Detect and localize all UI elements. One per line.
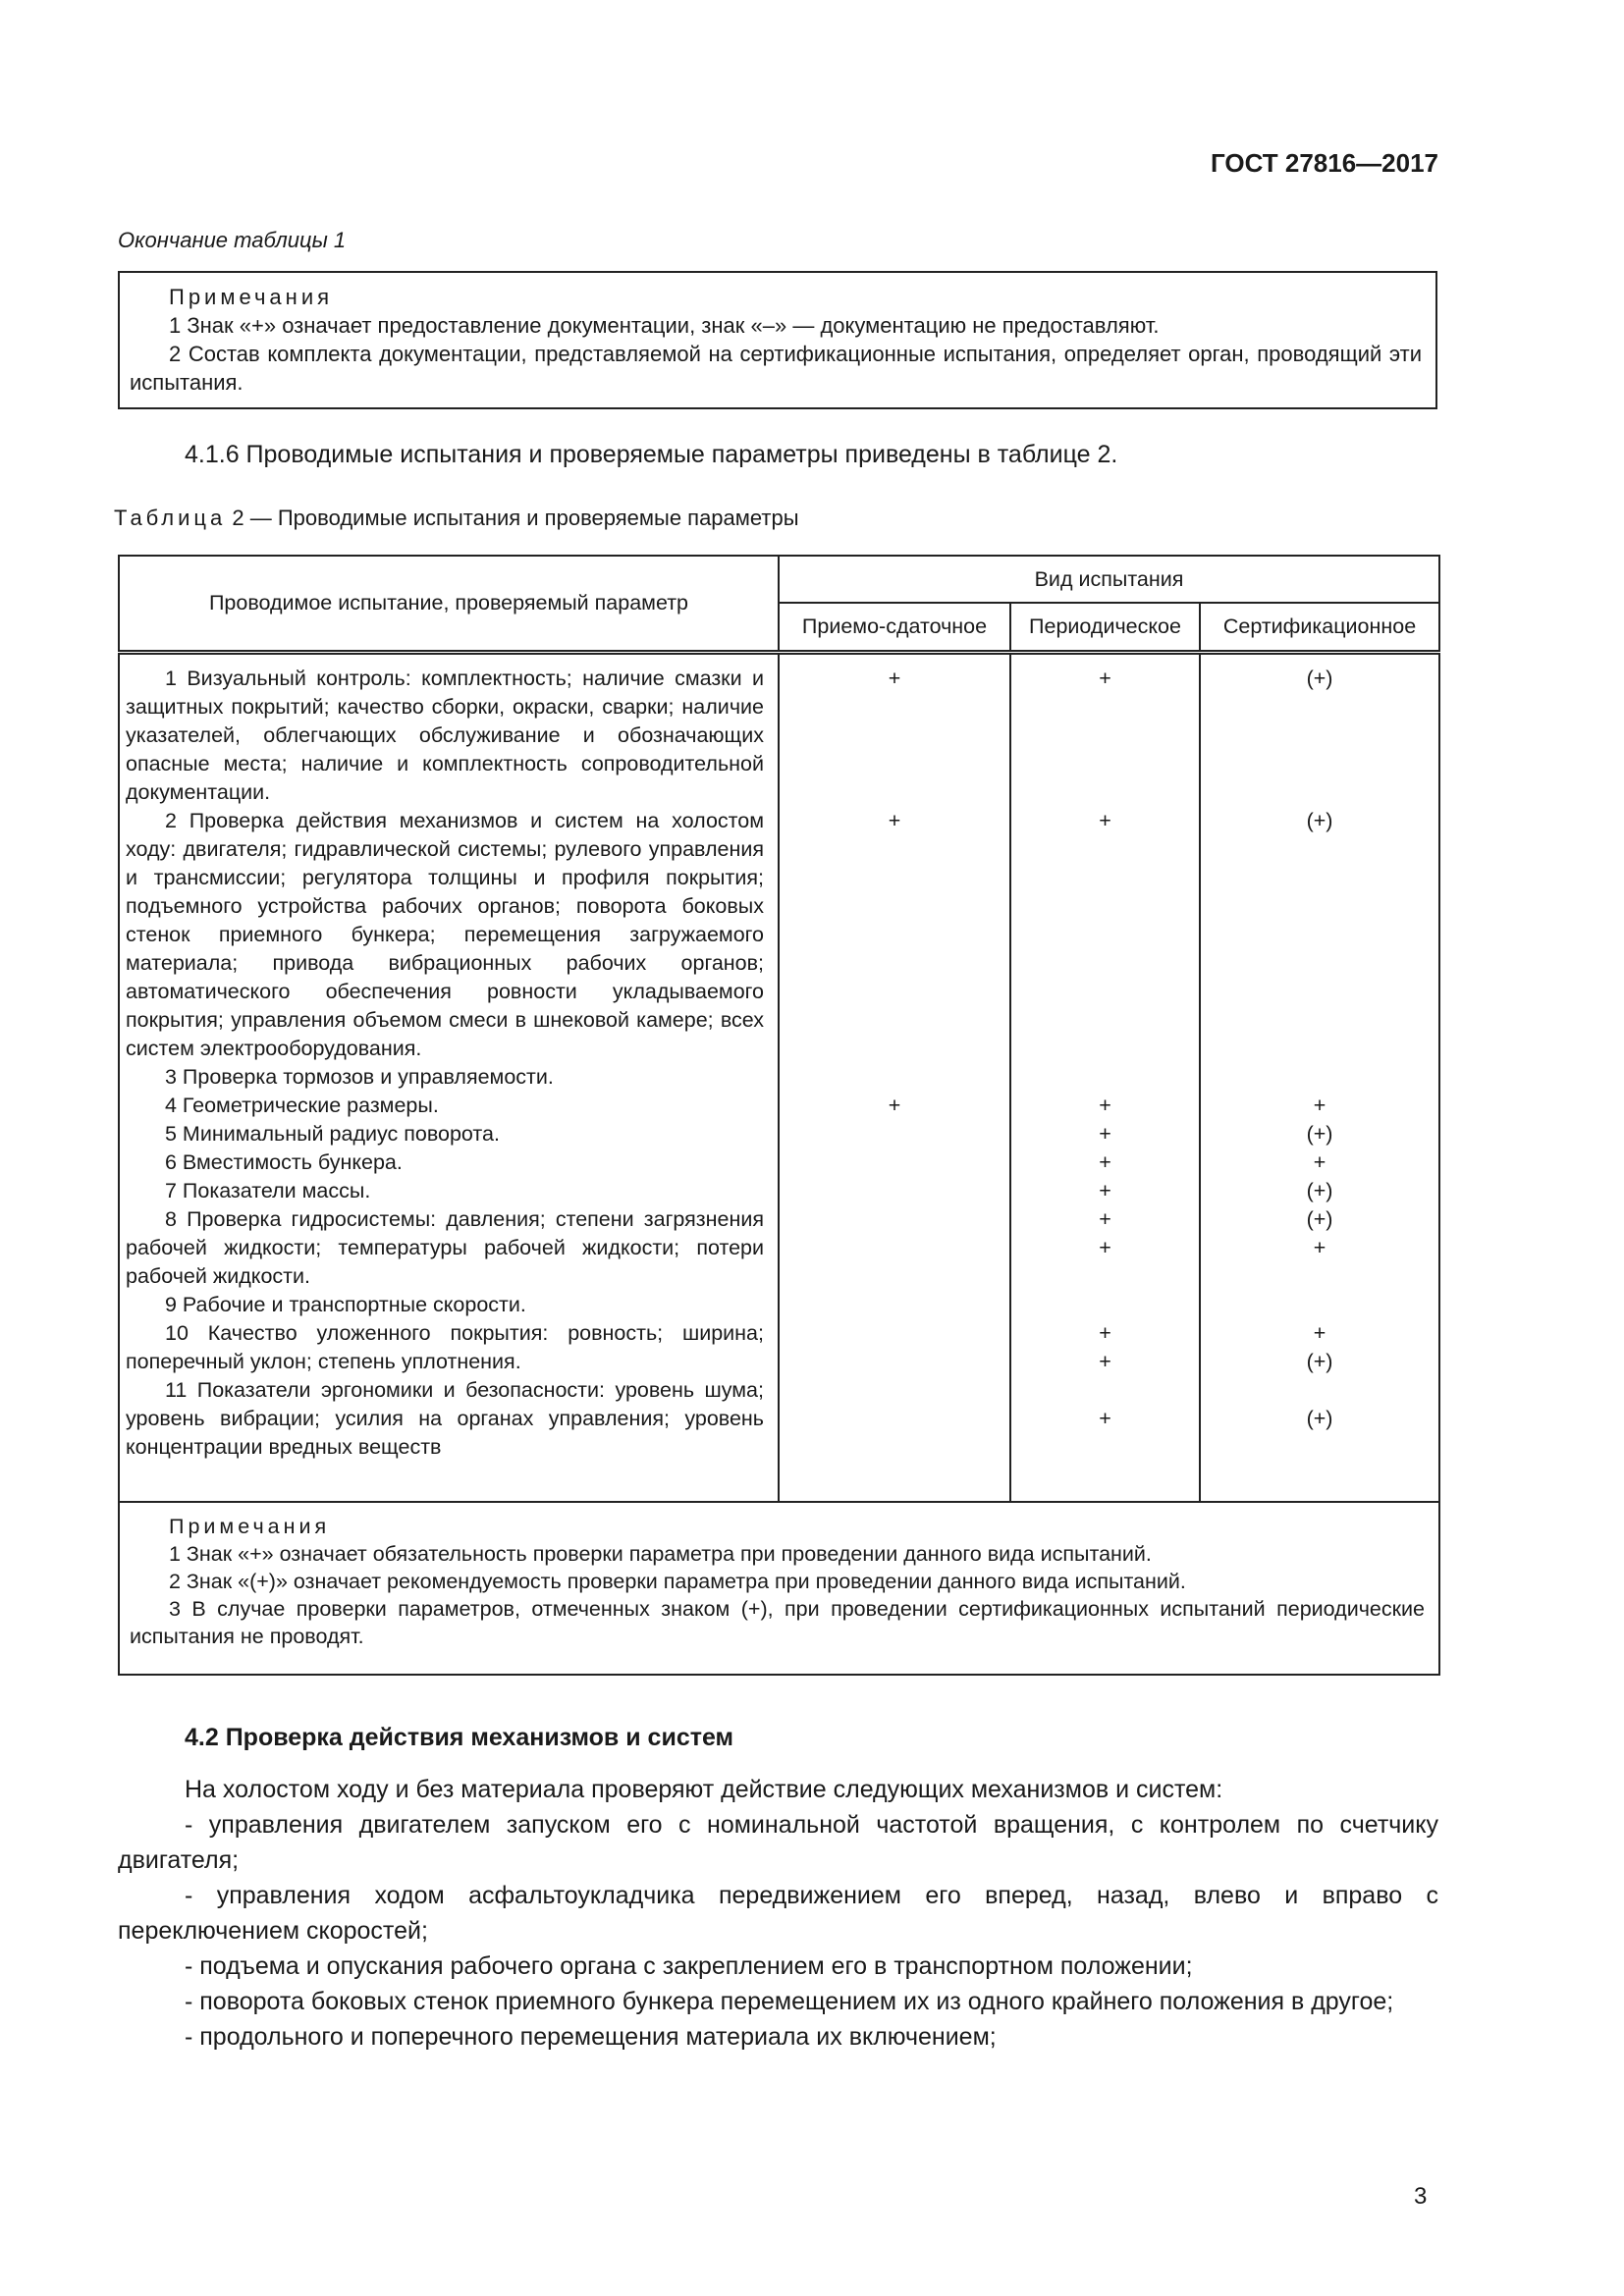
table2-note-3: 3 В случае проверки параметров, отмеченных знаком (+), при проведении сертификационных испытаний периодические испытания не проводят.: [130, 1597, 1426, 1648]
body-paragraph: На холостом ходу и без материала проверяют действие следующих механизмов и систем:: [185, 1776, 1223, 1803]
mark: [1011, 892, 1199, 921]
mark: [1011, 835, 1199, 864]
mark: (+): [1306, 808, 1333, 832]
mark: (+): [1306, 1206, 1333, 1231]
mark: [1011, 1376, 1199, 1405]
mark: [1011, 1006, 1199, 1035]
mark: +: [1313, 1149, 1326, 1174]
mark: [1011, 949, 1199, 978]
mark: [1201, 1376, 1438, 1405]
mark: [1011, 921, 1199, 949]
mark: +: [1099, 1093, 1111, 1117]
table2-note-2: 2 Знак «(+)» означает рекомендуемость проверки параметра при проведении данного вида испытаний.: [169, 1570, 1186, 1593]
mark: [780, 1035, 1009, 1063]
header-periodic: Периодическое: [1010, 603, 1200, 652]
section-4-2-body: [118, 1772, 1438, 2055]
mark: [1011, 1063, 1199, 1092]
mark: [780, 892, 1009, 921]
mark: [1201, 921, 1438, 949]
mark: +: [1313, 1320, 1326, 1345]
test-item: 5 Минимальный радиус поворота.: [165, 1121, 500, 1146]
header-acceptance: Приемо-сдаточное: [779, 603, 1010, 652]
mark: [780, 864, 1009, 892]
table2-notes: [119, 1502, 1439, 1675]
body-paragraph: - поворота боковых стенок приемного бункера перемещением их из одного крайнего положения в другое;: [185, 1988, 1394, 2015]
header-test-kind: Вид испытания: [779, 556, 1439, 603]
mark: [1011, 1291, 1199, 1319]
mark: [780, 921, 1009, 949]
mark: [1201, 721, 1438, 750]
mark: [1201, 949, 1438, 978]
mark: [1201, 978, 1438, 1006]
mark: [1011, 778, 1199, 807]
mark: [780, 693, 1009, 721]
mark: (+): [1306, 1349, 1333, 1373]
mark: (+): [1306, 1178, 1333, 1202]
mark: +: [888, 808, 901, 832]
body-paragraph: - управления двигателем запуском его с номинальной частотой вращения, с контролем по счетчику двигателя;: [118, 1811, 1438, 1874]
mark: +: [1099, 1320, 1111, 1345]
mark: [1201, 1291, 1438, 1319]
page-number: 3: [1414, 2183, 1428, 2210]
mark: +: [1099, 1206, 1111, 1231]
mark: +: [1099, 1149, 1111, 1174]
test-item: 7 Показатели массы.: [165, 1178, 371, 1202]
mark: [1011, 1262, 1199, 1291]
table2-caption-title: 2 — Проводимые испытания и проверяемые параметры: [232, 506, 799, 530]
mark: +: [1099, 1235, 1111, 1259]
mark: (+): [1306, 1406, 1333, 1430]
header-certification: Сертификационное: [1200, 603, 1439, 652]
mark: [1011, 750, 1199, 778]
test-item: 2 Проверка действия механизмов и систем на холостом ходу: двигателя; гидравлической системы; рулевого управления и трансмиссии; регулятора толщины и профиля покрытия; подъемного устройства рабочих органов; поворота боковых стенок приемного бункера; перемещения загружаемого материала; привода вибрационных рабочих органов; автоматического обеспечения ровности укладываемого покрытия; управления объемом смеси в шнековой камере; всех систем электрооборудования.: [126, 808, 764, 1060]
mark: [1201, 693, 1438, 721]
test-item: 4 Геометрические размеры.: [165, 1093, 439, 1117]
mark: [1201, 835, 1438, 864]
mark: [1011, 693, 1199, 721]
test-item: 10 Качество уложенного покрытия: ровность; ширина; поперечный уклон; степень уплотнения.: [126, 1320, 764, 1373]
table2-notes-title: Примечания: [169, 1515, 331, 1538]
table1-notes-title: Примечания: [169, 285, 334, 309]
table1-notes-box: [118, 271, 1437, 409]
test-item: 3 Проверка тормозов и управляемости.: [165, 1064, 554, 1089]
mark: [780, 1063, 1009, 1092]
mark: [1011, 978, 1199, 1006]
table1-note-1: 1 Знак «+» означает предоставление документации, знак «–» — документацию не предоставляют.: [169, 313, 1160, 338]
table2-caption: [114, 506, 799, 531]
mark: [780, 778, 1009, 807]
mark: [780, 949, 1009, 978]
table-2: [118, 555, 1440, 1676]
periodic-marks: [1010, 652, 1200, 1502]
test-item: 8 Проверка гидросистемы: давления; степени загрязнения рабочей жидкости; температуры рабочей жидкости; потери рабочей жидкости.: [126, 1206, 764, 1288]
mark: [780, 978, 1009, 1006]
body-paragraph: - подъема и опускания рабочего органа с закреплением его в транспортном положении;: [185, 1952, 1193, 1980]
mark: [1011, 864, 1199, 892]
section-4-2-title: 4.2 Проверка действия механизмов и систем: [185, 1724, 734, 1751]
test-item: 6 Вместимость бункера.: [165, 1149, 403, 1174]
mark: +: [1099, 1406, 1111, 1430]
mark: [1011, 721, 1199, 750]
table2-caption-label: Таблица: [114, 506, 227, 530]
mark: [780, 1006, 1009, 1035]
mark: (+): [1306, 666, 1333, 690]
paragraph-4-1-6: 4.1.6 Проводимые испытания и проверяемые параметры приведены в таблице 2.: [185, 441, 1118, 468]
mark: [780, 721, 1009, 750]
mark: [1201, 864, 1438, 892]
mark: +: [888, 666, 901, 690]
table2-note-1: 1 Знак «+» означает обязательность проверки параметра при проведении данного вида испытаний.: [169, 1542, 1152, 1566]
document-number: ГОСТ 27816—2017: [1211, 148, 1438, 178]
acceptance-marks: [779, 652, 1010, 1502]
mark: [1201, 750, 1438, 778]
mark: +: [1099, 1121, 1111, 1146]
body-paragraph: - управления ходом асфальтоукладчика передвижением его вперед, назад, влево и вправо с переключением скоростей;: [118, 1882, 1438, 1945]
certification-marks: [1200, 652, 1439, 1502]
mark: [780, 835, 1009, 864]
mark: +: [1099, 666, 1111, 690]
test-item: 11 Показатели эргономики и безопасности: уровень шума; уровень вибрации; усилия на органах управления; уровень концентрации вредных веществ: [126, 1377, 764, 1459]
mark: [1201, 892, 1438, 921]
header-param: Проводимое испытание, проверяемый параметр: [119, 556, 779, 652]
test-item: 9 Рабочие и транспортные скорости.: [165, 1292, 526, 1316]
mark: +: [1099, 808, 1111, 832]
mark: +: [1313, 1093, 1326, 1117]
mark: [1201, 1063, 1438, 1092]
mark: (+): [1306, 1121, 1333, 1146]
body-paragraph: - продольного и поперечного перемещения материала их включением;: [185, 2023, 997, 2051]
mark: [1011, 1035, 1199, 1063]
mark: +: [1313, 1235, 1326, 1259]
table1-note-2: 2 Состав комплекта документации, представляемой на сертификационные испытания, определяет орган, проводящий эти испытания.: [130, 342, 1422, 395]
test-item: 1 Визуальный контроль: комплектность; наличие смазки и защитных покрытий; качество сборки, окраски, сварки; наличие указателей, облегчающих обслуживание и обозначающих опасные места; наличие и комплектность сопроводительной документации.: [126, 666, 764, 804]
mark: [1201, 1262, 1438, 1291]
mark: +: [1099, 1349, 1111, 1373]
mark: +: [888, 1093, 901, 1117]
test-items-cell: [119, 652, 779, 1502]
mark: +: [1099, 1178, 1111, 1202]
mark: [1201, 1006, 1438, 1035]
table1-continuation: Окончание таблицы 1: [118, 228, 347, 252]
mark: [1201, 778, 1438, 807]
mark: [1201, 1035, 1438, 1063]
mark: [780, 750, 1009, 778]
